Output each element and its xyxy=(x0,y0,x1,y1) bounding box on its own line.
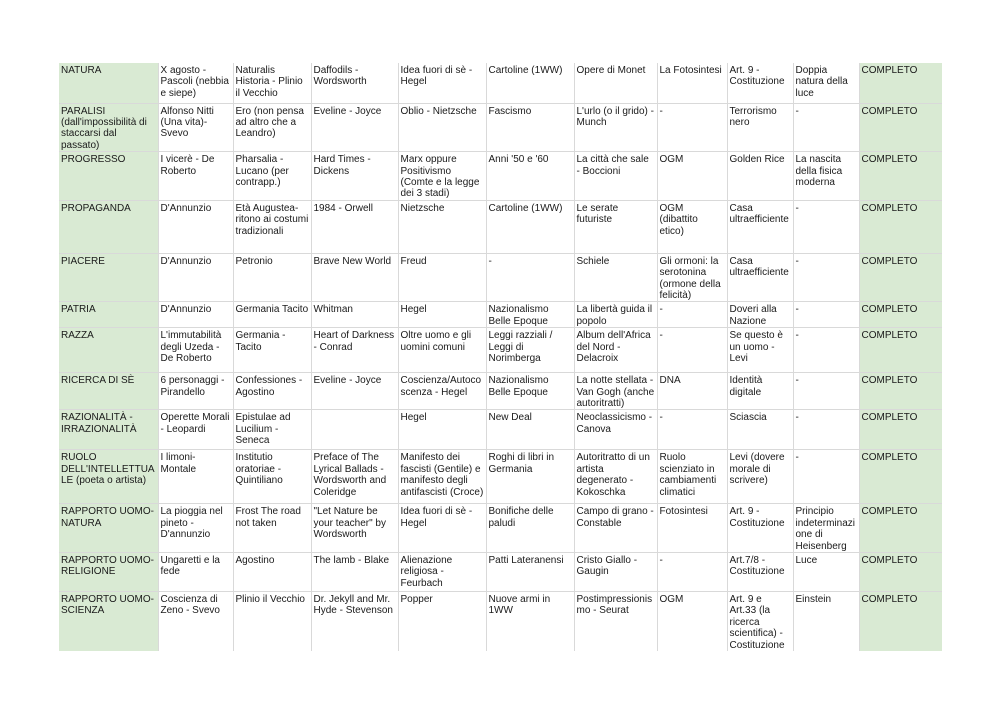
table-cell: "Let Nature be your teacher" by Wordsworth xyxy=(311,504,398,553)
table-cell: - xyxy=(657,410,727,450)
table-cell: Art. 9 - Costituzione xyxy=(727,63,793,103)
table-cell: Alienazione religiosa - Feurbach xyxy=(398,553,486,592)
table-cell: Popper xyxy=(398,592,486,652)
table-cell: Luce xyxy=(793,553,859,592)
table-cell: Principio indeterminazi one di Heisenberg xyxy=(793,504,859,553)
table-cell: La nascita della fisica moderna xyxy=(793,152,859,201)
table-row xyxy=(59,103,942,152)
table-cell: Pharsalia - Lucano (per contrapp.) xyxy=(233,152,311,201)
table-cell: Heart of Darkness - Conrad xyxy=(311,328,398,373)
table-cell: Cartoline (1WW) xyxy=(486,63,574,103)
table-cell: Le serate futuriste xyxy=(574,200,657,253)
table-cell: Frost The road not taken xyxy=(233,504,311,553)
table-row xyxy=(59,63,942,103)
table-cell: Art. 9 e Art.33 (la ricerca scientifica) - Costituzione xyxy=(727,592,793,652)
table-body xyxy=(59,63,942,651)
table-cell: Brave New World xyxy=(311,253,398,302)
table-row xyxy=(59,450,942,504)
table-cell: Casa ultraefficiente xyxy=(727,253,793,302)
table-cell: Roghi di libri in Germania xyxy=(486,450,574,504)
table-cell: D'Annunzio xyxy=(158,302,233,328)
table-cell: Germania Tacito xyxy=(233,302,311,328)
table-cell: Plinio il Vecchio xyxy=(233,592,311,652)
status-cell: COMPLETO xyxy=(859,592,942,652)
topic-cell: RICERCA DI SÈ xyxy=(59,373,158,410)
table-cell: Nazionalismo Belle Epoque xyxy=(486,302,574,328)
status-cell: COMPLETO xyxy=(859,450,942,504)
table-cell: Fascismo xyxy=(486,103,574,152)
status-cell: COMPLETO xyxy=(859,302,942,328)
topic-cell: PARALISI (dall'impossibilità di staccarsi dal passato) xyxy=(59,103,158,152)
table-cell: Hegel xyxy=(398,410,486,450)
table-row xyxy=(59,553,942,592)
table-cell: Neoclassicismo - Canova xyxy=(574,410,657,450)
status-cell: COMPLETO xyxy=(859,328,942,373)
table-cell: L'urlo (o il grido) - Munch xyxy=(574,103,657,152)
table-cell: Patti Lateranensi xyxy=(486,553,574,592)
table-cell: - xyxy=(657,103,727,152)
topic-cell: PROGRESSO xyxy=(59,152,158,201)
status-cell: COMPLETO xyxy=(859,504,942,553)
table-cell: Cartoline (1WW) xyxy=(486,200,574,253)
table-cell: - xyxy=(793,200,859,253)
table-cell: Whitman xyxy=(311,302,398,328)
table-row xyxy=(59,592,942,652)
topic-cell: PIACERE xyxy=(59,253,158,302)
table-cell: Marx oppure Positivismo (Comte e la legge dei 3 stadi) xyxy=(398,152,486,201)
table-cell: Hard Times - Dickens xyxy=(311,152,398,201)
table-cell: Sciascia xyxy=(727,410,793,450)
table-cell: Schiele xyxy=(574,253,657,302)
table-cell: Golden Rice xyxy=(727,152,793,201)
table-cell: OGM xyxy=(657,592,727,652)
table-cell: La pioggia nel pineto - D'annunzio xyxy=(158,504,233,553)
topic-cell: RAPPORTO UOMO- NATURA xyxy=(59,504,158,553)
table-cell: Fotosintesi xyxy=(657,504,727,553)
table-cell: Idea fuori di sè - Hegel xyxy=(398,504,486,553)
table-cell: Ruolo scienziato in cambiamenti climatici xyxy=(657,450,727,504)
table-cell: Terrorismo nero xyxy=(727,103,793,152)
table-cell: - xyxy=(793,410,859,450)
table-cell: Confessiones - Agostino xyxy=(233,373,311,410)
table-cell: Eveline - Joyce xyxy=(311,103,398,152)
table-cell: - xyxy=(486,253,574,302)
topic-cell: NATURA xyxy=(59,63,158,103)
table-cell: Postimpressionis mo - Seurat xyxy=(574,592,657,652)
table-cell: Agostino xyxy=(233,553,311,592)
table-cell: Ungaretti e la fede xyxy=(158,553,233,592)
table-cell: New Deal xyxy=(486,410,574,450)
status-cell: COMPLETO xyxy=(859,373,942,410)
table-cell: Nietzsche xyxy=(398,200,486,253)
table-cell: La libertà guida il popolo xyxy=(574,302,657,328)
table-cell: Anni '50 e '60 xyxy=(486,152,574,201)
table-cell: - xyxy=(793,302,859,328)
table-row xyxy=(59,253,942,302)
table-cell: OGM xyxy=(657,152,727,201)
table-cell: - xyxy=(793,103,859,152)
table-cell: Identità digitale xyxy=(727,373,793,410)
table-cell: Nazionalismo Belle Epoque xyxy=(486,373,574,410)
topic-cell: RUOLO DELL'INTELLETTUA LE (poeta o artista) xyxy=(59,450,158,504)
table-cell: D'Annunzio xyxy=(158,200,233,253)
table-cell: La Fotosintesi xyxy=(657,63,727,103)
status-cell: COMPLETO xyxy=(859,103,942,152)
table-cell: Idea fuori di sè - Hegel xyxy=(398,63,486,103)
table-cell: Doveri alla Nazione xyxy=(727,302,793,328)
table-cell: Petronio xyxy=(233,253,311,302)
table-row xyxy=(59,152,942,201)
table-cell: - xyxy=(657,328,727,373)
table-cell: Germania - Tacito xyxy=(233,328,311,373)
table-cell: Coscienza/Autoco scenza - Hegel xyxy=(398,373,486,410)
table-cell: Casa ultraefficiente xyxy=(727,200,793,253)
table-cell: Eveline - Joyce xyxy=(311,373,398,410)
table-cell: The lamb - Blake xyxy=(311,553,398,592)
table-cell: Se questo è un uomo - Levi xyxy=(727,328,793,373)
table-cell: Opere di Monet xyxy=(574,63,657,103)
table-cell: L'immutabilità degli Uzeda - De Roberto xyxy=(158,328,233,373)
table-cell: Bonifiche delle paludi xyxy=(486,504,574,553)
table-cell: Leggi razziali / Leggi di Norimberga xyxy=(486,328,574,373)
table-cell: - xyxy=(793,328,859,373)
table-cell: D'Annunzio xyxy=(158,253,233,302)
table-cell: Età Augustea- ritono ai costumi tradizionali xyxy=(233,200,311,253)
table-cell: Institutio oratoriae - Quintiliano xyxy=(233,450,311,504)
table-cell: I vicerè - De Roberto xyxy=(158,152,233,201)
table-cell: Cristo Giallo - Gaugin xyxy=(574,553,657,592)
table-cell: Operette Morali - Leopardi xyxy=(158,410,233,450)
table-cell: Campo di grano - Constable xyxy=(574,504,657,553)
topic-cell: PROPAGANDA xyxy=(59,200,158,253)
table-cell: Manifesto dei fascisti (Gentile) e manifesto degli antifascisti (Croce) xyxy=(398,450,486,504)
table-row xyxy=(59,504,942,553)
table-cell: Gli ormoni: la serotonina (ormone della felicità) xyxy=(657,253,727,302)
table-cell: X agosto - Pascoli (nebbia e siepe) xyxy=(158,63,233,103)
table-cell: - xyxy=(793,450,859,504)
table-cell: Nuove armi in 1WW xyxy=(486,592,574,652)
status-cell: COMPLETO xyxy=(859,410,942,450)
table-cell: La città che sale - Boccioni xyxy=(574,152,657,201)
table-cell: Einstein xyxy=(793,592,859,652)
table-cell: Coscienza di Zeno - Svevo xyxy=(158,592,233,652)
topics-table xyxy=(59,63,942,651)
table-cell: La notte stellata - Van Gogh (anche autoritratti) xyxy=(574,373,657,410)
table-cell: Alfonso Nitti (Una vita)- Svevo xyxy=(158,103,233,152)
table-row xyxy=(59,328,942,373)
table-row xyxy=(59,410,942,450)
table-cell: 1984 - Orwell xyxy=(311,200,398,253)
table-cell: 6 personaggi - Pirandello xyxy=(158,373,233,410)
status-cell: COMPLETO xyxy=(859,200,942,253)
status-cell: COMPLETO xyxy=(859,553,942,592)
table-cell: Oltre uomo e gli uomini comuni xyxy=(398,328,486,373)
table-cell: - xyxy=(793,253,859,302)
table-cell: Oblio - Nietzsche xyxy=(398,103,486,152)
table-cell: Art.7/8 - Costituzione xyxy=(727,553,793,592)
table-cell: Art. 9 - Costituzione xyxy=(727,504,793,553)
table-cell: - xyxy=(793,373,859,410)
topic-cell: RAZIONALITÀ - IRRAZIONALITÀ xyxy=(59,410,158,450)
status-cell: COMPLETO xyxy=(859,152,942,201)
table-cell: - xyxy=(657,553,727,592)
table-cell: Hegel xyxy=(398,302,486,328)
table-cell: Daffodils - Wordsworth xyxy=(311,63,398,103)
table-cell: Album dell'Africa del Nord - Delacroix xyxy=(574,328,657,373)
status-cell: COMPLETO xyxy=(859,253,942,302)
status-cell: COMPLETO xyxy=(859,63,942,103)
topic-cell: RAPPORTO UOMO- RELIGIONE xyxy=(59,553,158,592)
table-row xyxy=(59,200,942,253)
table-cell: I limoni- Montale xyxy=(158,450,233,504)
table-cell: OGM (dibattito etico) xyxy=(657,200,727,253)
table-row xyxy=(59,302,942,328)
table-cell: DNA xyxy=(657,373,727,410)
table-cell: Dr. Jekyll and Mr. Hyde - Stevenson xyxy=(311,592,398,652)
table-cell: Naturalis Historia - Plinio il Vecchio xyxy=(233,63,311,103)
table-cell: Autoritratto di un artista degenerato - Kokoschka xyxy=(574,450,657,504)
table-cell: Preface of The Lyrical Ballads - Wordsworth and Coleridge xyxy=(311,450,398,504)
table-cell: Epistulae ad Lucilium - Seneca xyxy=(233,410,311,450)
topic-cell: RAZZA xyxy=(59,328,158,373)
topic-cell: PATRIA xyxy=(59,302,158,328)
table-cell: Doppia natura della luce xyxy=(793,63,859,103)
table-cell: Ero (non pensa ad altro che a Leandro) xyxy=(233,103,311,152)
topic-cell: RAPPORTO UOMO- SCIENZA xyxy=(59,592,158,652)
table-cell: Freud xyxy=(398,253,486,302)
table-cell xyxy=(311,410,398,450)
table-cell: - xyxy=(657,302,727,328)
table-cell: Levi (dovere morale di scrivere) xyxy=(727,450,793,504)
table-row xyxy=(59,373,942,410)
